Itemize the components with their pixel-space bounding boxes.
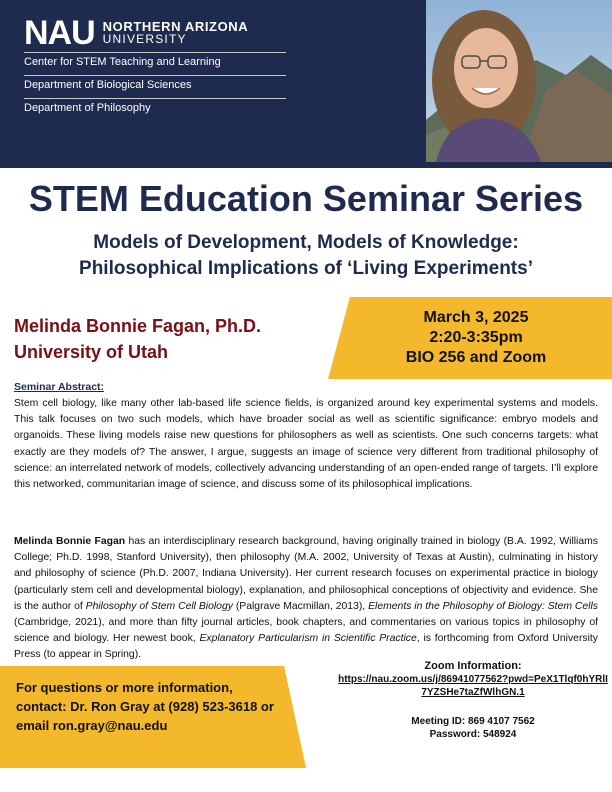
zoom-password: Password: 548924 [429, 729, 517, 740]
department-philosophy: Department of Philosophy [24, 102, 151, 114]
speaker-name: Melinda Bonnie Fagan, Ph.D. [14, 316, 262, 336]
header-banner [0, 0, 612, 168]
zoom-info [334, 660, 612, 741]
event-location: BIO 256 and Zoom [405, 349, 547, 366]
event-time: 2:20-3:35pm [429, 329, 523, 346]
talk-title-line1: Models of Development, Models of Knowledge: [93, 232, 519, 253]
university-name-line2: UNIVERSITY [102, 32, 187, 46]
bio-text-3: (Cambridge, 2021), and more than fifty journal articles, book chapters, and commentaries on various topics in philosophy of science and biology. Her newest book, [14, 617, 598, 645]
bio-name: Melinda Bonnie Fagan [14, 536, 126, 547]
speaker-bio [14, 534, 598, 664]
zoom-title: Zoom Information: [424, 660, 522, 672]
nau-logo [24, 16, 248, 50]
event-details [340, 308, 612, 368]
bio-book-3: Explanatory Particularism in Scientific Practice [199, 633, 417, 645]
contact-info: For questions or more information, contact: Dr. Ron Gray at (928) 523-3618 or email ron.gray@nau.edu [16, 680, 274, 733]
talk-title [0, 230, 612, 282]
university-name [103, 20, 249, 46]
bio-book-2: Elements in the Philosophy of Biology: Stem Cells [368, 600, 598, 612]
bio-text-1: has an interdisciplinary research background, having originally trained in biology (B.A. 1992, Williams College; Ph.D. 1998, Stanford University), then philosophy (M.A. 2002, University of Texas at Austin), culminating in history and philosophy of science (Ph.D. 2007, Indiana University). Her current research focuses on experimental practice in biology (particularly stem cell and developmental biology), explanation, and philosophical conceptions of objectivity and evidence. She is the author of [14, 536, 598, 612]
talk-title-line2: Philosophical Implications of ‘Living Experiments’ [79, 258, 533, 279]
university-name-line1: NORTHERN ARIZONA [102, 19, 249, 34]
speaker-block [14, 313, 261, 365]
department-biology: Department of Biological Sciences [24, 79, 192, 91]
zoom-meeting-id: Meeting ID: 869 4107 7562 [411, 716, 535, 727]
nau-logo-mark: NAU [24, 14, 95, 52]
zoom-link[interactable]: https://nau.zoom.us/j/86941077562?pwd=PeX1Tlqf0hYRlI7YZSHe7taZfWlhGN.1 [338, 674, 608, 698]
abstract-heading: Seminar Abstract: [14, 381, 105, 393]
bio-text-2: (Palgrave Macmillan, 2013), [232, 600, 369, 612]
speaker-affiliation: University of Utah [14, 342, 169, 362]
department-stem-center: Center for STEM Teaching and Learning [24, 56, 221, 68]
bio-text-4: , is forthcoming from Oxford University Press (to appear in Spring). [14, 633, 598, 661]
abstract-text: Stem cell biology, like many other lab-based life science fields, is organized around key experimental systems and models. This talk focuses on two such models, which have broader social as well as scientific significance: embryo models and organoids. These living models raise new questions for philosophers as well as scientists. One such concerns targets: what exactly are they models of? The answer, I argue, suggests an image of science very different from traditional philosophy of science: an interrelated network of models, collectively advancing understanding of an open-ended range of targets. I’ll explore this networked, communitarian image of science, and discuss some of its philosophical implications. [14, 398, 598, 491]
spacer [334, 699, 612, 715]
event-date: March 3, 2025 [423, 309, 529, 326]
speaker-photo [426, 0, 612, 162]
series-title: STEM Education Seminar Series [28, 178, 584, 219]
bio-book-1: Philosophy of Stem Cell Biology [85, 600, 233, 612]
